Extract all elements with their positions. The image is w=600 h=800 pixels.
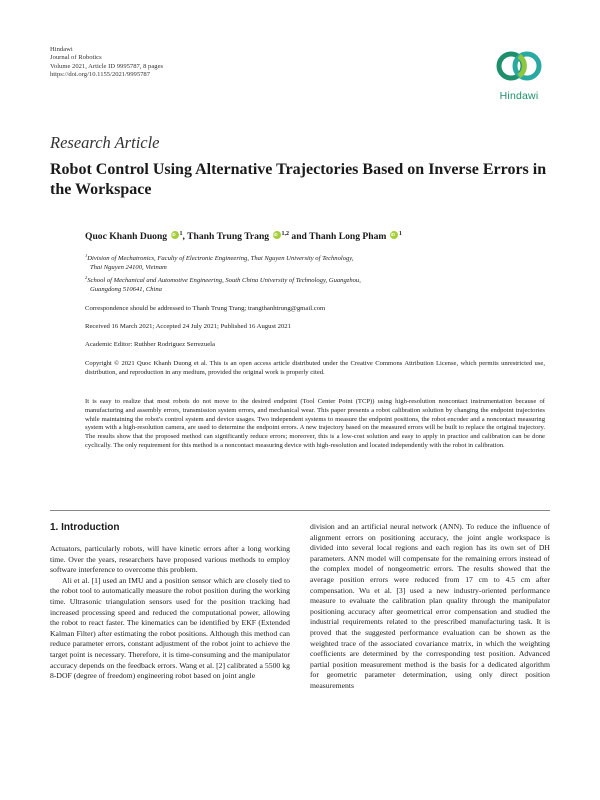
left-column [50,544,290,682]
author-affiliation-mark: 1 [398,231,402,237]
body-paragraph: Actuators, particularly robots, will have kinetic errors after a long working time. Over the years, researchers have proposed various methods to employ software interference to overcome this problem. [50,544,290,575]
academic-editor: Academic Editor: Ruthber Rodriguez Serrezuela [85,341,215,348]
affiliation-1 [85,252,505,273]
volume-info: Volume 2021, Article ID 9995787, 8 pages [50,62,164,70]
orcid-icon[interactable] [273,231,281,239]
affiliation-line: Division of Mechatronics, Faculty of Electronic Engineering, Thai Nguyen University of Technology, [87,255,354,263]
doi-link[interactable]: https://doi.org/10.1155/2021/9995787 [50,71,151,79]
section-heading: 1. Introduction [50,522,120,533]
author-name[interactable]: Quoc Khanh Duong [85,231,168,243]
affiliation-2 [85,274,505,295]
affiliation-line: Thai Nguyen 24100, Vietnam [90,263,167,271]
author-list [85,231,402,242]
author-affiliation-mark: 1,2 [281,231,289,237]
journal-meta [50,46,163,80]
orcid-icon[interactable] [171,231,179,239]
orcid-icon[interactable] [390,231,398,239]
affiliation-line: School of Mechanical and Automotive Engineering, South China University of Technology, Guangzhou, [87,277,361,285]
hindawi-logo-text: Hindawi [499,90,539,102]
journal-name: Journal of Robotics [50,54,102,62]
copyright-notice: Copyright © 2021 Quoc Khanh Duong et al. This is an open access article distributed under the Creative Commons Attribution License, which permits unrestricted use, distribution, and reproduction in any medium, provided the original work is properly cited. [85,360,545,376]
author-name[interactable]: Thanh Trung Trang [187,231,270,243]
affiliation-number: 1 [85,253,88,258]
paper-title: Robot Control Using Alternative Trajectories Based on Inverse Errors in the Workspace [50,161,547,198]
publisher-name: Hindawi [50,46,73,53]
affiliation-number: 2 [85,275,88,280]
body-paragraph: division and an artificial neural network (ANN). To reduce the influence of alignment errors on positioning accuracy, the joint angle workspace is divided into several local regions and each region has its own set of DH parameters. ANN model will compensate for the remaining errors instead of the complex model of nongeometric errors. The results showed that the average position errors were reduced from 17 cm to 4.5 cm after compensation. Wu et al. [3] used a new industry-oriented performance measure to evaluate the calibration plan quality through the manipulator positioning accuracy after geometrical error compensation and studied the industrial requirements related to the prescribed manufacturing task. It is proved that the suggested performance evaluation can be shown as the weighted trace of the associated covariance matrix, in which the weighting coefficients are determined by the corresponding test position. Advanced partial position measurement method is the basis for a dedicated algorithm for geometric parameter determination, using only direct position measurements [310,522,550,690]
correspondence: Correspondence should be addressed to Thanh Trung Trang; trangthanhtrung@gmail.com [85,305,326,312]
dates: Received 16 March 2021; Accepted 24 July 2021; Published 16 August 2021 [85,323,291,330]
right-column [310,522,550,692]
article-type: Research Article [50,133,160,152]
author-affiliation-mark: 1 [179,231,183,237]
author-separator: , [182,231,188,243]
affiliation-line: Guangdong 510641, China [90,285,162,293]
author-separator: and [289,231,310,243]
abstract: It is easy to realize that most robots do not move to the desired endpoint (Tool Center Point (TCP)) using high-resolution noncontact instrumentation because of manufacturing and assembly errors, transmission system errors, and mechanical wear. This paper presents a robot calibration solution by changing the endpoint trajectories while maintaining the robot's control system and device usages. Two independent systems to measure the endpoint positions, the robot encoder and a noncontact measuring system with a high-resolution camera, are used to determine the endpoint errors. A new trajectory based on the measured errors will be built to replace the original trajectory. The results show that the proposed method can significantly reduce errors; moreover, this is a low-cost solution and easy to apply in practice and calibration can be done cyclically. The only requirement for this method is a noncontact measuring device with high-resolution and located independently with the robot in calibration. [85,398,545,449]
author-name[interactable]: Thanh Long Pham [309,231,387,243]
section-divider [50,510,550,511]
body-paragraph: Ali et al. [1] used an IMU and a position sensor which are closely tied to the robot tool to automatically measure the robot position during the working time. Ultrasonic triangulation sensors used for the position tracking had increased processing speed and reduced the computational power, allowing the robot to react faster. The kinematics can be identified by EKF (Extended Kalman Filter) after estimating the robot positions. Although this method can reduce parameter errors, constant adjustment of the robot joint to achieve the target point is necessary. Therefore, it is time-consuming and the manipulator accuracy depends on the feedback errors. Wang et al. [2] calibrated a 5500 kg 8-DOF (degree of freedom) engineering robot based on joint angle [50,575,290,681]
